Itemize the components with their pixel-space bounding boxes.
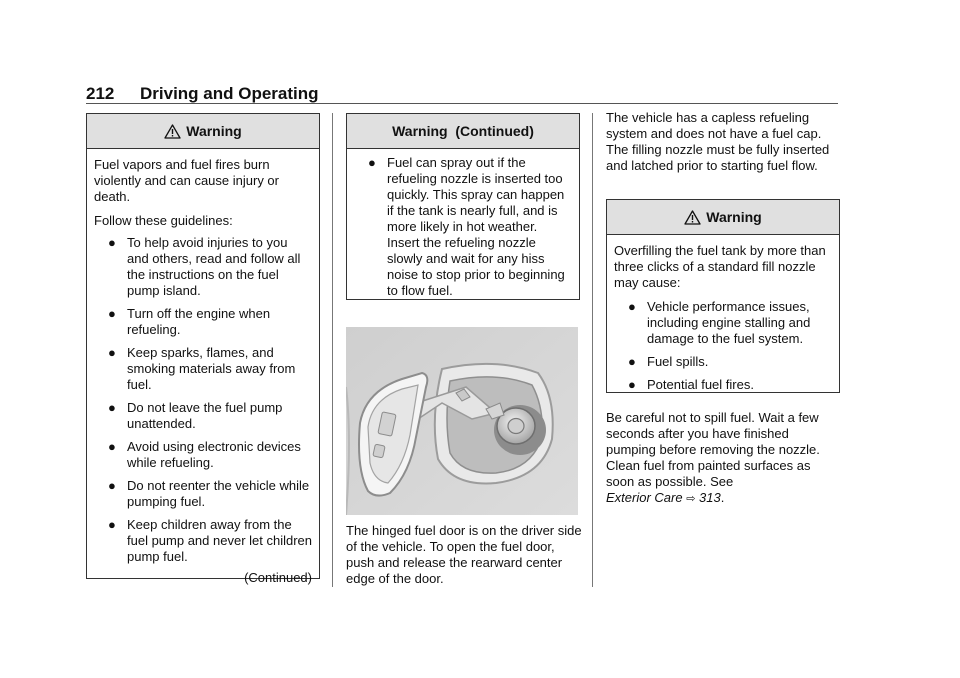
list-item: ● Avoid using electronic devices while refueling.: [108, 439, 301, 470]
column-divider-2: [592, 113, 593, 587]
capless-intro-paragraph: The vehicle has a capless refueling system and does not have a fuel cap. The filling nozzle must be fully inserted and latched prior to starting fuel flow.: [606, 110, 830, 173]
fuel-door-photo: [346, 327, 578, 515]
list-item: ● Do not reenter the vehicle while pumping fuel.: [108, 478, 310, 509]
list-item: ● Vehicle performance issues, including engine stalling and damage to the fuel system.: [628, 299, 811, 346]
page-header: [86, 84, 319, 104]
warning-continued-title: Warning (Continued): [392, 123, 534, 139]
warning-body: [607, 235, 839, 404]
list-item: ● Keep sparks, flames, and smoking materials away from fuel.: [108, 345, 296, 392]
warning-header: [87, 114, 319, 149]
page-number: 212: [86, 84, 115, 103]
closing-paragraph: Be careful not to spill fuel. Wait a few seconds after you have finished pumping before removing the nozzle. Clean fuel from painted surfaces as soon as possible. See Exterior Care ⇨ 313.: [606, 410, 820, 505]
warning-triangle-icon: [684, 210, 701, 225]
column-divider-1: [332, 113, 333, 587]
guidelines-lead: Follow these guidelines:: [94, 213, 233, 228]
list-item: ● To help avoid injuries to you and others, read and follow all the instructions on the fuel pump island.: [108, 235, 301, 298]
header-rule: [86, 103, 838, 104]
warning-continued-header: [347, 114, 579, 149]
section-title: Driving and Operating: [140, 84, 319, 103]
warning-intro: Fuel vapors and fuel fires burn violently and can cause injury or death.: [94, 157, 279, 204]
list-item: ● Keep children away from the fuel pump and never let children pump fuel.: [108, 517, 313, 564]
xref-arrow-icon: ⇨: [686, 493, 696, 505]
continued-label: (Continued): [244, 570, 312, 585]
warning-box-overfill: [606, 199, 840, 393]
warning-title: Warning: [706, 209, 762, 225]
warning-title: Warning: [186, 123, 242, 139]
warning-body: [87, 149, 319, 590]
warning-header: [607, 200, 839, 235]
warning-continued-body: [347, 149, 579, 310]
guidelines-list: [94, 235, 312, 565]
warning-intro: Overfilling the fuel tank by more than three clicks of a standard fill nozzle may cause:: [614, 243, 826, 290]
list-item: ● Fuel spills.: [628, 354, 709, 369]
warning-box-fuel-vapors: [86, 113, 320, 585]
exterior-care-link[interactable]: Exterior Care ⇨ 313: [606, 490, 721, 505]
list-item: ● Fuel can spray out if the refueling nozzle is inserted too quickly. This spray can happen if the tank is nearly full, and is more likely in hot weather. Insert the refueling nozzle slowly and wait for any hiss noise to stop prior to beginning to flow fuel.: [368, 155, 565, 298]
fuel-door-paragraph: The hinged fuel door is on the driver side of the vehicle. To open the fuel door, push and release the rearward center edge of the door.: [346, 523, 582, 586]
warning-box-continued: [346, 113, 580, 300]
warning-triangle-icon: [164, 124, 181, 139]
list-item: ● Do not leave the fuel pump unattended.: [108, 400, 283, 431]
list-item: ● Turn off the engine when refueling.: [108, 306, 271, 337]
list-item: ● Potential fuel fires.: [628, 377, 754, 392]
